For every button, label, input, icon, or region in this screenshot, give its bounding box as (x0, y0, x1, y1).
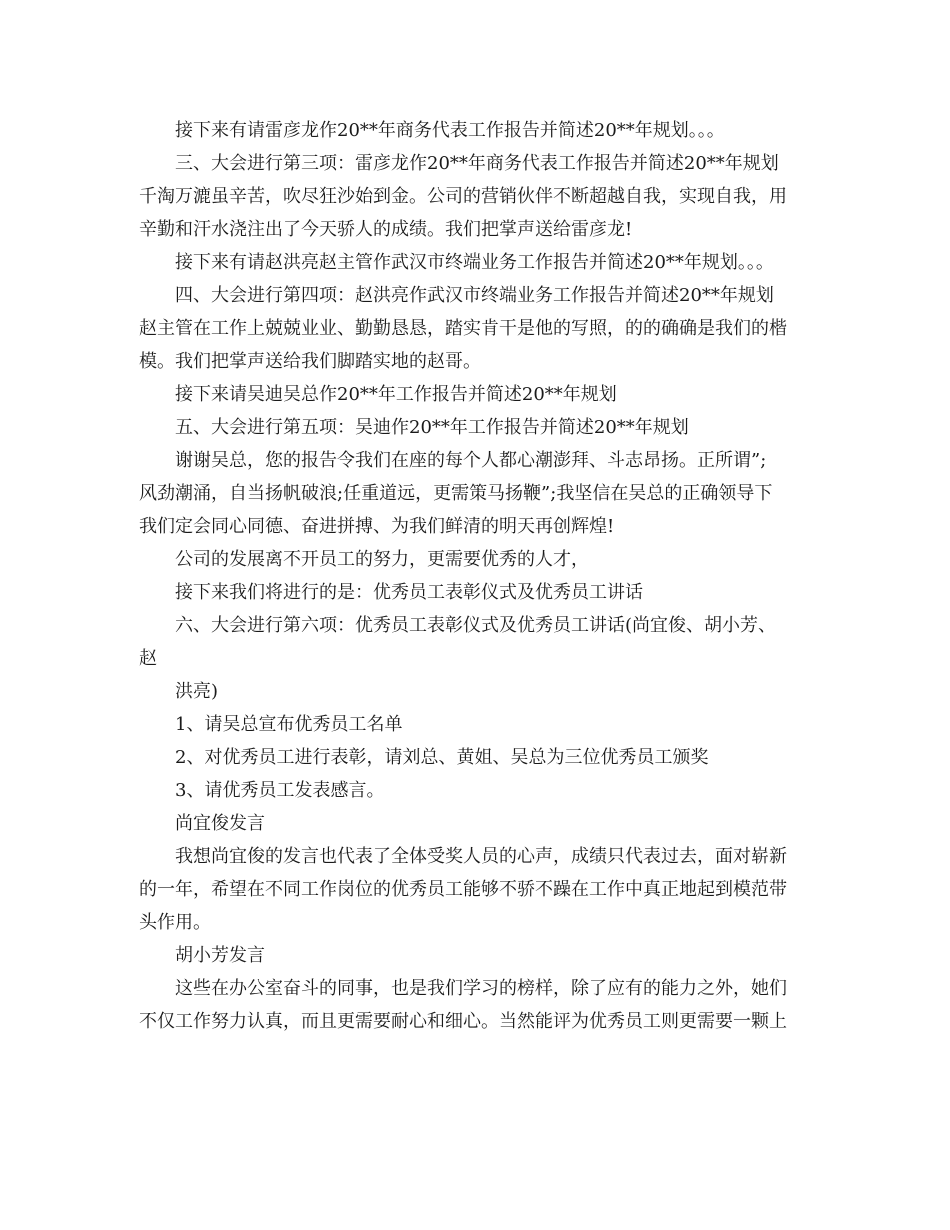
paragraph-line: 赵主管在工作上兢兢业业、勤勤恳恳，踏实肯干是他的写照，的的确确是我们的楷 (139, 318, 787, 339)
paragraph-line: 三、大会进行第三项：雷彦龙作20**年商务代表工作报告并简述20**年规划 (175, 153, 779, 174)
paragraph-line: 五、大会进行第五项：吴迪作20**年工作报告并简述20**年规划 (175, 417, 689, 438)
paragraph-line: 头作用。 (139, 912, 211, 933)
paragraph-line: 辛勤和汗水浇注出了今天骄人的成绩。我们把掌声送给雷彦龙! (139, 219, 633, 240)
paragraph-line: 公司的发展离不开员工的努力，更需要优秀的人才， (175, 549, 589, 570)
paragraph-line: 六、大会进行第六项：优秀员工表彰仪式及优秀员工讲话(尚宜俊、胡小芳、 (175, 615, 777, 636)
paragraph-line: 不仅工作努力认真，而且更需要耐心和细心。当然能评为优秀员工则更需要一颗上 (139, 1011, 787, 1032)
paragraph-line: 这些在办公室奋斗的同事，也是我们学习的榜样，除了应有的能力之外，她们 (175, 978, 787, 999)
paragraph-line: 洪亮) (175, 681, 219, 702)
paragraph-line: 风劲潮涌，自当扬帆破浪;任重道远，更需策马扬鞭”;我坚信在吴总的正确领导下 (139, 483, 773, 504)
paragraph-line: 接下来有请雷彦龙作20**年商务代表工作报告并简述20**年规划。。。 (175, 120, 725, 141)
paragraph-line: 赵 (139, 648, 157, 669)
paragraph-line: 胡小芳发言 (175, 945, 265, 966)
paragraph-line: 接下来我们将进行的是：优秀员工表彰仪式及优秀员工讲话 (175, 582, 643, 603)
document-body (139, 114, 819, 1038)
paragraph-line: 1、请吴总宣布优秀员工名单 (175, 714, 403, 735)
paragraph-line: 谢谢吴总，您的报告令我们在座的每个人都心潮澎拜、斗志昂扬。正所谓”; (175, 450, 767, 471)
paragraph-line: 我们定会同心同德、奋进拼搏、为我们鲜清的明天再创辉煌! (139, 516, 615, 537)
paragraph-line: 尚宜俊发言 (175, 813, 265, 834)
paragraph-line: 四、大会进行第四项：赵洪亮作武汉市终端业务工作报告并简述20**年规划 (175, 285, 774, 306)
paragraph-line: 2、对优秀员工进行表彰，请刘总、黄姐、吴总为三位优秀员工颁奖 (175, 747, 709, 768)
paragraph-line: 3、请优秀员工发表感言。 (175, 780, 385, 801)
paragraph-line: 模。我们把掌声送给我们脚踏实地的赵哥。 (139, 351, 481, 372)
paragraph-line: 接下来请吴迪吴总作20**年工作报告并简述20**年规划 (175, 384, 617, 405)
paragraph-line: 的一年，希望在不同工作岗位的优秀员工能够不骄不躁在工作中真正地起到模范带 (139, 879, 787, 900)
paragraph-line: 千淘万漉虽辛苦，吹尽狂沙始到金。公司的营销伙伴不断超越自我，实现自我，用 (139, 186, 787, 207)
paragraph-line: 接下来有请赵洪亮赵主管作武汉市终端业务工作报告并简述20**年规划。。。 (175, 252, 774, 273)
paragraph-line: 我想尚宜俊的发言也代表了全体受奖人员的心声，成绩只代表过去，面对崭新 (175, 846, 787, 867)
